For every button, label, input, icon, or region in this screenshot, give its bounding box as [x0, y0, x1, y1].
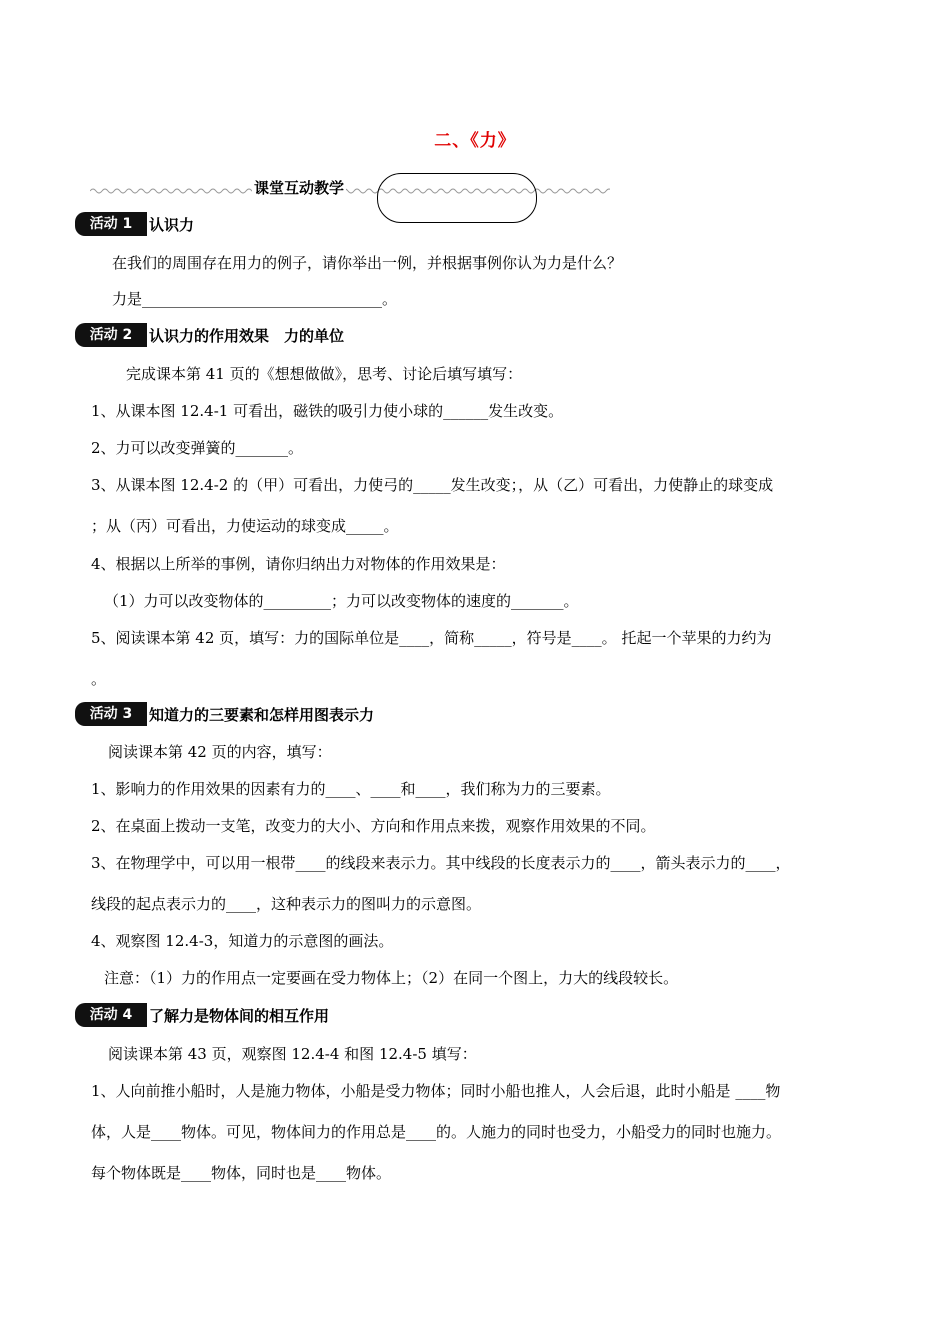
activity-2-intro: 完成课本第 41 页的《想想做做》，思考、讨论后填写填写： [126, 365, 523, 383]
activity-1-title: 认识力 [149, 216, 195, 234]
activity-3-intro: 阅读课本第 42 页的内容，填写： [108, 743, 332, 761]
activity-3-item-2: 2、在桌面上拨动一支笔，改变力的大小、方向和作用点来拨，观察作用效果的不同。 [91, 817, 656, 835]
empty-pill-box [377, 173, 537, 223]
activity-3-item-4: 4、观察图 12.4-3，知道力的示意图的画法。 [91, 932, 394, 950]
activity-2-item-3: 3、从课本图 12.4-2 的（甲）可看出，力使弓的_____发生改变；，从（乙）可看出，力使静止的球变成 [91, 476, 774, 494]
activity-3-item-3-cont: 线段的起点表示力的____，这种表示力的图叫力的示意图。 [91, 895, 482, 913]
activity-4-badge: 活动 4 [75, 1003, 147, 1027]
document-title: 二、《力》 [434, 131, 516, 151]
activity-4-title: 了解力是物体间的相互作用 [149, 1007, 330, 1025]
activity-3-item-1: 1、影响力的作用效果的因素有力的____、____和____，我们称为力的三要素。 [91, 780, 611, 798]
activity-2-item-2: 2、力可以改变弹簧的_______。 [91, 439, 304, 457]
activity-2-title: 认识力的作用效果 力的单位 [149, 327, 345, 345]
activity-3-badge: 活动 3 [75, 702, 147, 726]
activity-1-prompt: 在我们的周围存在用力的例子，请你举出一例，并根据事例你认为力是什么？ [112, 254, 623, 272]
section-heading: 课堂互动教学 [254, 179, 345, 197]
activity-4-intro: 阅读课本第 43 页，观察图 12.4-4 和图 12.4-5 填写： [108, 1045, 477, 1063]
activity-2-item-5: 5、阅读课本第 42 页，填写：力的国际单位是____，简称_____，符号是____。 托起一个苹果的力约为 [91, 629, 772, 647]
activity-2-item-1: 1、从课本图 12.4-1 可看出，磁铁的吸引力使小球的______发生改变。 [91, 402, 564, 420]
activity-3-note: 注意：（1）力的作用点一定要画在受力物体上；（2）在同一个图上，力大的线段较长。 [104, 969, 679, 987]
activity-4-item-1-cont: 体，人是____物体。可见，物体间力的作用总是____的。人施力的同时也受力，小船受力的同时也施力。 [91, 1123, 782, 1141]
activity-4-item-1-end: 每个物体既是____物体，同时也是____物体。 [91, 1164, 392, 1182]
activity-2-item-5-cont: 。 [91, 670, 107, 688]
activity-2-item-4: 4、根据以上所举的事例，请你归纳出力对物体的作用效果是： [91, 555, 506, 573]
activity-2-item-4-sub: （1）力可以改变物体的_________；力可以改变物体的速度的_______。 [104, 592, 579, 610]
activity-1-badge: 活动 1 [75, 212, 147, 236]
activity-4-item-1: 1、人向前推小船时，人是施力物体，小船是受力物体；同时小船也推人，人会后退，此时小船是 ____物 [91, 1082, 781, 1100]
activity-3-title: 知道力的三要素和怎样用图表示力 [149, 706, 375, 724]
activity-2-item-3-cont: ；从（丙）可看出，力使运动的球变成_____。 [91, 517, 399, 535]
activity-1-fill-blank: 力是________________________________。 [112, 290, 398, 308]
activity-2-badge: 活动 2 [75, 323, 147, 347]
activity-3-item-3: 3、在物理学中，可以用一根带____的线段来表示力。其中线段的长度表示力的____，箭头表示力的____， [91, 854, 791, 872]
